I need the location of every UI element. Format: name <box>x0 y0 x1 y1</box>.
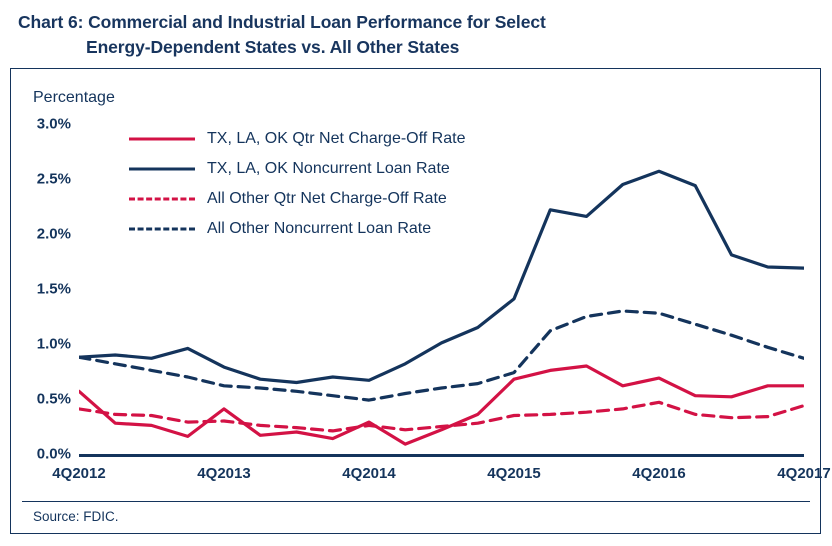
y-tick-label: 0.0% <box>36 445 71 463</box>
x-tick-label: 4Q2012 <box>52 465 106 482</box>
series-lines <box>79 124 804 454</box>
y-tick-label: 0.5% <box>36 390 71 408</box>
page-title <box>18 10 718 60</box>
y-axis-title: Percentage <box>33 89 115 106</box>
legend-item-label: All Other Qtr Net Charge-Off Rate <box>207 190 447 207</box>
title-line-1: Chart 6: Commercial and Industrial Loan Performance for Select <box>18 12 546 32</box>
legend-item-label: TX, LA, OK Noncurrent Loan Rate <box>207 160 450 177</box>
series-line <box>79 311 804 400</box>
y-tick-label: 1.5% <box>36 280 71 298</box>
source-divider <box>22 501 810 502</box>
x-tick-label: 4Q2016 <box>632 465 686 482</box>
x-axis-tick-labels <box>21 457 831 499</box>
legend-item-label: All Other Noncurrent Loan Rate <box>207 220 432 237</box>
x-tick-label: 4Q2017 <box>777 465 831 482</box>
series-line <box>79 171 804 382</box>
y-tick-label: 3.0% <box>36 115 71 133</box>
series-line <box>79 402 804 431</box>
plot-area <box>36 115 804 463</box>
legend-item-label: TX, LA, OK Qtr Net Charge-Off Rate <box>207 130 466 147</box>
chart-frame <box>10 68 831 534</box>
source-note: Source: FDIC. <box>33 509 119 524</box>
y-tick-label: 1.0% <box>36 335 71 353</box>
y-tick-label: 2.0% <box>36 225 71 243</box>
x-tick-label: 4Q2013 <box>197 465 251 482</box>
x-tick-label: 4Q2015 <box>487 465 541 482</box>
y-tick-label: 2.5% <box>36 170 71 188</box>
title-line-2: Energy-Dependent States vs. All Other States <box>86 36 460 57</box>
x-tick-label: 4Q2014 <box>342 465 396 482</box>
